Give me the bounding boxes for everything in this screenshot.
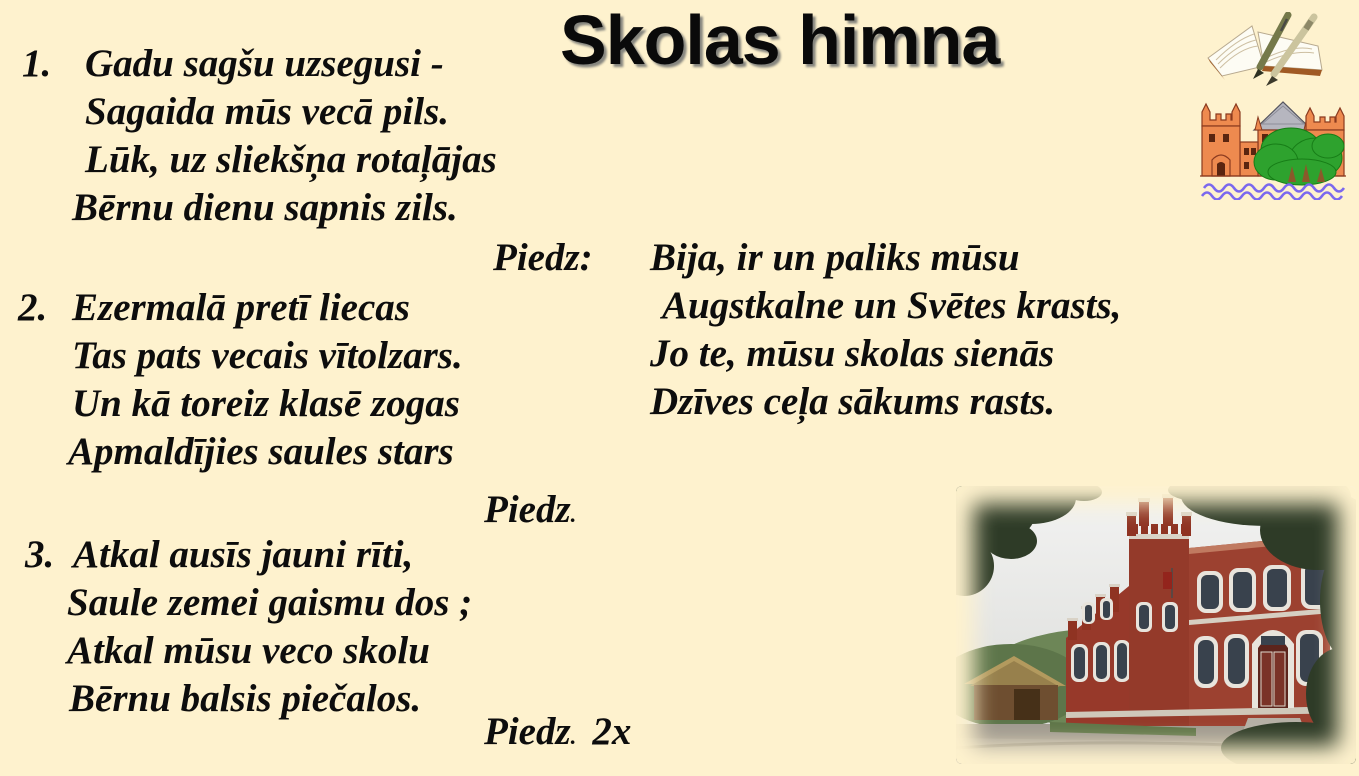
lyric-line (650, 378, 1121, 426)
lyric-line (25, 675, 472, 723)
lyric-line (22, 136, 497, 184)
verse-3 (25, 531, 472, 723)
lyric-text: Bērnu balsis piečalos. (69, 677, 422, 720)
lyric-text: Bērnu dienu sapnis zils. (72, 186, 458, 229)
castle-clipart-icon (1196, 90, 1350, 200)
chorus (650, 234, 1121, 426)
lyric-text: Un kā toreiz klasē zogas (72, 382, 460, 425)
lyric-line (22, 88, 497, 136)
verse-1 (22, 40, 497, 232)
lyric-line (25, 627, 472, 675)
verse-1-number: 1. (22, 42, 52, 85)
verse-3-number: 3. (25, 533, 55, 576)
lyric-line (22, 184, 497, 232)
refrain-label: Piedz (484, 710, 571, 753)
lyric-line (18, 428, 463, 476)
lyric-line (18, 284, 463, 332)
refrain-period: . (570, 502, 577, 527)
school-building-photo (956, 486, 1356, 764)
refrain-label: Piedz (484, 488, 571, 531)
lyric-text: Sagaida mūs vecā pils. (85, 90, 450, 133)
lyric-line (22, 40, 497, 88)
lyric-line (25, 579, 472, 627)
lyric-line (650, 330, 1121, 378)
lyric-text: Ezermalā pretī liecas (72, 286, 410, 329)
chorus-label: Piedz: (493, 236, 593, 279)
lyric-line (18, 332, 463, 380)
refrain-repeat-count: 2x (592, 710, 632, 753)
lyric-text: Bija, ir un paliks mūsu (650, 236, 1020, 279)
lyric-line (25, 531, 472, 579)
lyric-text: Augstkalne un Svētes krasts, (662, 284, 1122, 327)
refrain-period: . (570, 724, 577, 749)
book-pens-clipart-icon (1202, 12, 1340, 92)
lyric-text: Gadu sagšu uzsegusi - (85, 42, 444, 85)
verse-2 (18, 284, 463, 476)
verse-2-number: 2. (18, 286, 48, 329)
refrain-marker (484, 486, 576, 539)
lyric-text: Jo te, mūsu skolas sienās (650, 332, 1055, 375)
lyric-text: Atkal ausīs jauni rīti, (73, 533, 414, 576)
lyric-text: Apmaldījies saules stars (68, 430, 454, 473)
lyric-text: Atkal mūsu veco skolu (67, 629, 430, 672)
lyric-text: Tas pats vecais vītolzars. (72, 334, 463, 377)
lyric-text: Lūk, uz sliekšņa rotaļājas (85, 138, 497, 181)
lyric-line (650, 282, 1121, 330)
page-title: Skolas himna (560, 1, 1000, 79)
lyric-text: Dzīves ceļa sākums rasts. (650, 380, 1056, 423)
refrain-end-marker (484, 708, 631, 761)
school-building-photo-image (956, 486, 1356, 764)
book-pens-icon (1202, 12, 1340, 92)
castle-icon (1196, 90, 1350, 200)
lyric-text: Saule zemei gaismu dos ; (67, 581, 473, 624)
lyric-line (650, 234, 1121, 282)
lyric-line (18, 380, 463, 428)
